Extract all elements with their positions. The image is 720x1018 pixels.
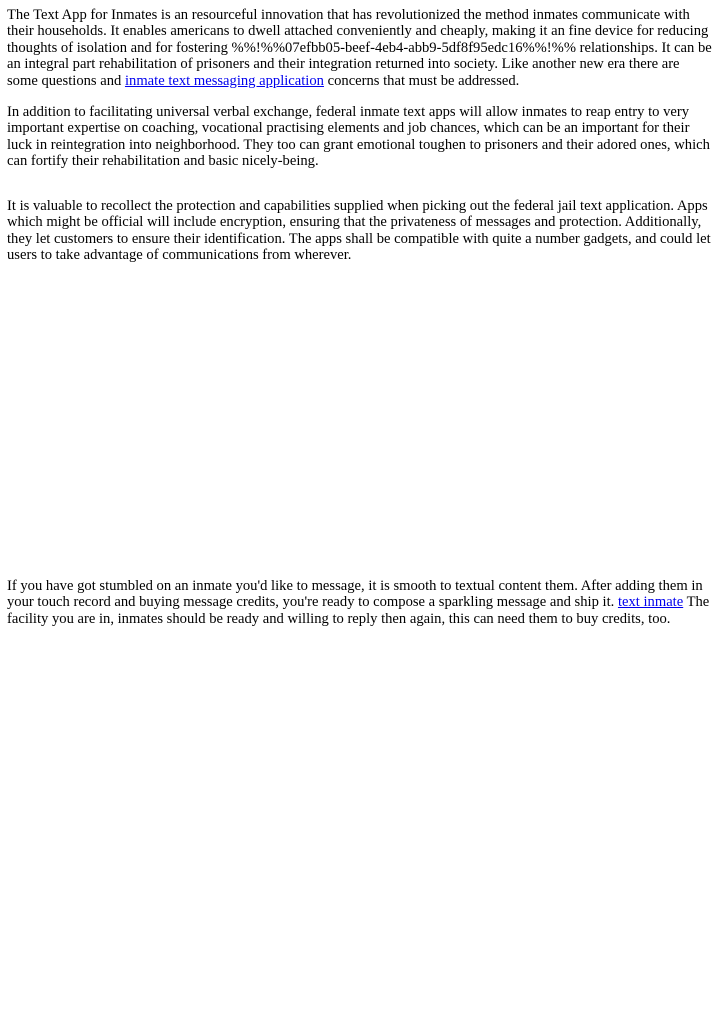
text-inmate-link[interactable]: text inmate — [617, 594, 684, 611]
paragraph-intro-text-before: The Text App for Inmates is an resourceful innovation that has revolutionized the method inmates communicate with their households. It enables americans to dwell attached conveniently and cheaply, making it an fine device for reducing thoughts of isolation and for fostering %%!%%07efbb05-beef-4eb4-abb9-5df8f95edc16%%!%% relationships. It can be an integral part rehabilitation of prisoners and their integration returned into society. Like another new era there are some questions and — [7, 7, 712, 89]
paragraph-security: It is valuable to recollect the protection and capabilities supplied when picking out the federal jail text application. Apps which might be official will include encryption, ensuring that the privateness of messages and protection. Additionally, they let customers to ensure their identification. The apps shall be compatible with quite a number gadgets, and could let users to take advantage of communications from wherever. — [7, 198, 711, 264]
paragraph-messaging — [7, 578, 713, 627]
paragraph-messaging-text-before: If you have got stumbled on an inmate you'd like to message, it is smooth to textual content them. After adding them in your touch record and buying message credits, you're ready to compose a sparkling message and ship it. — [7, 578, 703, 611]
paragraph-benefits: In addition to facilitating universal verbal exchange, federal inmate text apps will allow inmates to reap entry to very important expertise on coaching, vocational practising elements and job chances, which can be an important for their luck in reintegration into neighborhood. They too can grant emotional toughen to prisoners and their adored ones, which can fortify their rehabilitation and basic nicely-being. — [7, 104, 710, 170]
inmate-text-messaging-application-link[interactable]: inmate text messaging application — [124, 72, 324, 89]
paragraph-intro-text-after: concerns that must be addressed. — [323, 72, 520, 89]
paragraph-messaging-text-after: The facility you are in, inmates should be ready and willing to reply then again, this can need them to buy credits, too. — [7, 594, 710, 627]
paragraph-intro — [7, 7, 713, 89]
